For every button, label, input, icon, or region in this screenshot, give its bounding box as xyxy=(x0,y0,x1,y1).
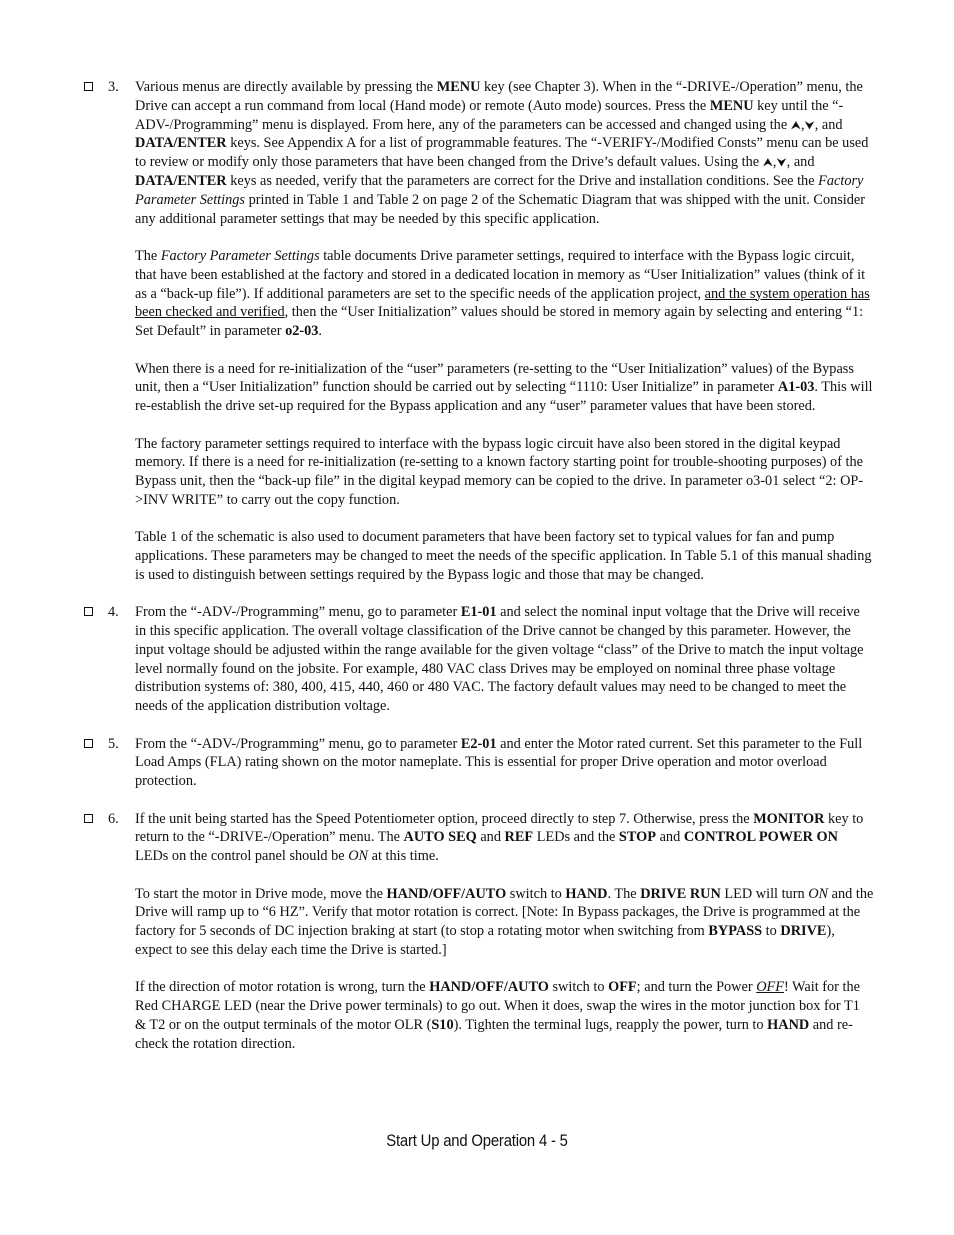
checkbox-icon[interactable] xyxy=(84,82,93,91)
text-run: The factory parameter settings required to interface with the bypass logic circuit have also been stored in the digital keypad memory. If there is a need for re-initialization (re-setting to a known factory starting point for trouble-shooting purposes) of the Bypass unit, then the “back-up file” in the digital keypad memory can be copied to the drive. In parameter o3-01 select “2: OP->INV WRITE” to carry out the copy function. xyxy=(135,435,864,508)
down-arrow-icon: ⮟ xyxy=(804,117,815,132)
text-run: and enter the Motor rated current. Set this parameter to the Full Load Amps (FLA) rating shown on the motor nameplate. This is essential for proper Drive operation and motor overload protection. xyxy=(135,735,863,790)
down-arrow-icon: ⮟ xyxy=(776,155,787,170)
item-number: 6. xyxy=(108,810,119,827)
text-run: and the Drive will ramp up to “6 HZ”. Verify that motor rotation is correct. [Note: In Bypass packages, the Drive is programmed at the factory for 5 seconds of DC injection braking at start (to stop a rotating motor when switching from xyxy=(135,885,874,940)
item-paragraph xyxy=(135,247,874,341)
item-paragraph xyxy=(135,885,874,960)
underlined-text: and the system operation has been checked and verified xyxy=(135,285,870,321)
bold-text: E1-01 xyxy=(460,604,497,621)
text-run: From the “-ADV-/Programming” menu, go to parameter xyxy=(135,735,461,752)
bold-text: S10 xyxy=(431,1017,454,1034)
text-run: , and xyxy=(786,154,815,171)
italic-text: ON xyxy=(348,848,369,865)
checklist-item xyxy=(84,78,874,585)
bold-text: HAND/OFF/AUTO xyxy=(386,885,507,902)
text-run: switch to xyxy=(548,979,609,996)
bold-text: HAND xyxy=(767,1017,810,1034)
italic-text: OFF xyxy=(756,979,784,996)
text-run: and re-check the rotation direction. xyxy=(135,1017,853,1052)
checklist-item xyxy=(84,810,874,1054)
text-run: ! Wait for the Red CHARGE LED (near the Drive power terminals) to go out. When it does, swap the wires in the motor junction box for T1 & T2 or on the output terminals of the motor OLR ( xyxy=(135,979,860,1034)
checkbox-icon[interactable] xyxy=(84,607,93,616)
bold-text: MONITOR xyxy=(753,810,825,827)
item-number: 3. xyxy=(108,79,119,95)
bold-text: BYPASS xyxy=(708,923,763,940)
bold-text: HAND/OFF/AUTO xyxy=(429,979,549,996)
text-run: , and xyxy=(814,116,843,133)
page-footer: Start Up and Operation 4 - 5 xyxy=(386,1132,568,1150)
checkbox-icon[interactable] xyxy=(84,814,93,823)
bold-text: HAND xyxy=(565,885,608,902)
text-run: . This will re-establish the drive set-up required for the Bypass application and any “user” parameter values that have been stored. xyxy=(135,379,873,415)
item-number: 4. xyxy=(108,604,119,621)
bold-text: AUTO SEQ xyxy=(403,829,477,846)
text-run: and xyxy=(476,829,505,846)
text-run: key until the “-ADV-/Programming” menu is displayed. From here, any of the parameters can be accessed and changed using the xyxy=(135,97,844,133)
text-run: Table 1 of the schematic is also used to document parameters that have been factory set to typical values for fan and pump applications. These parameters may be changed to meet the needs of the specific application. In Table 5.1 of this manual shading is used to distinguish between settings required by the Bypass logic and those that may be changed. xyxy=(135,529,872,583)
text-run: LED will turn xyxy=(720,885,809,902)
text-run: , then the “User Initialization” values should be stored in memory again by selecting and entering “1: Set Default” in parameter xyxy=(135,304,864,340)
item-paragraph xyxy=(135,360,874,416)
text-run: printed in Table 1 and Table 2 on page 2 of the Schematic Diagram that was shipped with the unit. Consider any additional parameter settings that may be needed by this specific application. xyxy=(135,191,866,227)
italic-text: Factory Parameter Settings xyxy=(135,172,864,208)
text-run: . The xyxy=(607,885,641,902)
text-run: LEDs on the control panel should be xyxy=(135,848,349,865)
bold-text: MENU xyxy=(709,97,754,114)
text-run: key to return to the “-DRIVE-/Operation” menu. The xyxy=(135,810,864,846)
text-run: table documents Drive parameter settings, required to interface with the Bypass logic circuit, that have been established at the factory and stored in a dedicated location in memory as “User Initialization” values (think of it as a “back-up file”). If additional parameters are set to the specific needs of the application project, xyxy=(135,247,866,302)
item-paragraph xyxy=(135,810,874,866)
text-run: When there is a need for re-initialization of the “user” parameters (re-setting to the “User Initialization” values) of the Bypass unit, then a “User Initialization” function should be carried out by selecting “1110: User Initialize” in parameter xyxy=(135,360,854,396)
text-run: keys as needed, verify that the parameters are correct for the Drive and installation conditions. See the xyxy=(226,172,819,189)
text-run: , xyxy=(772,154,777,171)
bold-text: OFF xyxy=(608,979,637,996)
checkbox-icon[interactable] xyxy=(84,739,93,748)
bold-text: DRIVE xyxy=(780,923,827,940)
text-run: If the direction of motor rotation is wrong, turn the xyxy=(135,979,430,996)
bold-text: CONTROL POWER ON xyxy=(683,829,838,846)
up-arrow-icon: ⮝ xyxy=(762,155,773,170)
item-paragraph xyxy=(135,603,874,716)
bold-text: DATA/ENTER xyxy=(135,135,227,152)
text-run: If the unit being started has the Speed Potentiometer option, proceed directly to step 7. Otherwise, press the xyxy=(135,810,754,827)
item-paragraph xyxy=(135,528,874,584)
text-run: . xyxy=(318,323,322,340)
checklist-item xyxy=(84,735,874,791)
text-run: and select the nominal input voltage that the Drive will receive in this specific application. The overall voltage classification of the Drive cannot be changed by this parameter. However, the input voltage should be adjusted within the range available for the given voltage “class” of the Drive to match the input voltage level normally found on the jobsite. For example, 480 VAC class Drives may be employed on nominal three phase voltage distribution systems of: 380, 400, 415, 440, 460 or 480 VAC. The factory default values may need to be changed to meet the needs of the application distribution voltage. xyxy=(135,604,864,715)
text-run: switch to xyxy=(506,885,566,902)
text-run: From the “-ADV-/Programming” menu, go to parameter xyxy=(135,604,461,621)
item-paragraph xyxy=(135,735,874,791)
italic-text: Factory Parameter Settings xyxy=(160,247,320,264)
item-paragraph xyxy=(135,978,874,1053)
up-arrow-icon: ⮝ xyxy=(790,117,801,132)
bold-text: A1-03 xyxy=(777,379,815,396)
bold-text: REF xyxy=(504,829,534,846)
bold-text: DRIVE RUN xyxy=(640,885,721,902)
text-run: key (see Chapter 3). When in the “-DRIVE-/Operation” menu, the Drive can accept a run command from local (Hand mode) or remote (Auto mode) sources. Press the xyxy=(135,79,863,114)
item-paragraph xyxy=(135,78,874,228)
text-run: to xyxy=(762,923,781,940)
bold-text: MENU xyxy=(436,79,481,95)
text-run: LEDs and the xyxy=(533,829,619,846)
text-run: ), expect to see this delay each time the Drive is started.] xyxy=(135,923,835,959)
bold-text: STOP xyxy=(618,829,657,846)
item-paragraph xyxy=(135,435,874,510)
text-run: ; and turn the Power xyxy=(636,979,757,996)
bold-text: o2-03 xyxy=(285,323,319,340)
checklist-item xyxy=(84,603,874,716)
text-run: , xyxy=(800,116,805,133)
item-number: 5. xyxy=(108,735,119,752)
text-run: To start the motor in Drive mode, move the xyxy=(135,885,387,902)
bold-text: DATA/ENTER xyxy=(135,172,227,189)
italic-text: ON xyxy=(808,885,829,902)
text-run: ). Tighten the terminal lugs, reapply the power, turn to xyxy=(453,1017,768,1034)
page-content xyxy=(84,78,874,1072)
text-run: Various menus are directly available by pressing the xyxy=(135,79,437,95)
text-run: and xyxy=(656,829,684,846)
text-run: at this time. xyxy=(368,848,439,865)
text-run: keys. See Appendix A for a list of programmable features. The “-VERIFY-/Modified Consts” menu can be used to review or modify only those parameters that have been changed from the Drive’s default values. Using the xyxy=(135,135,869,171)
bold-text: E2-01 xyxy=(460,735,497,752)
text-run: The xyxy=(135,247,161,264)
